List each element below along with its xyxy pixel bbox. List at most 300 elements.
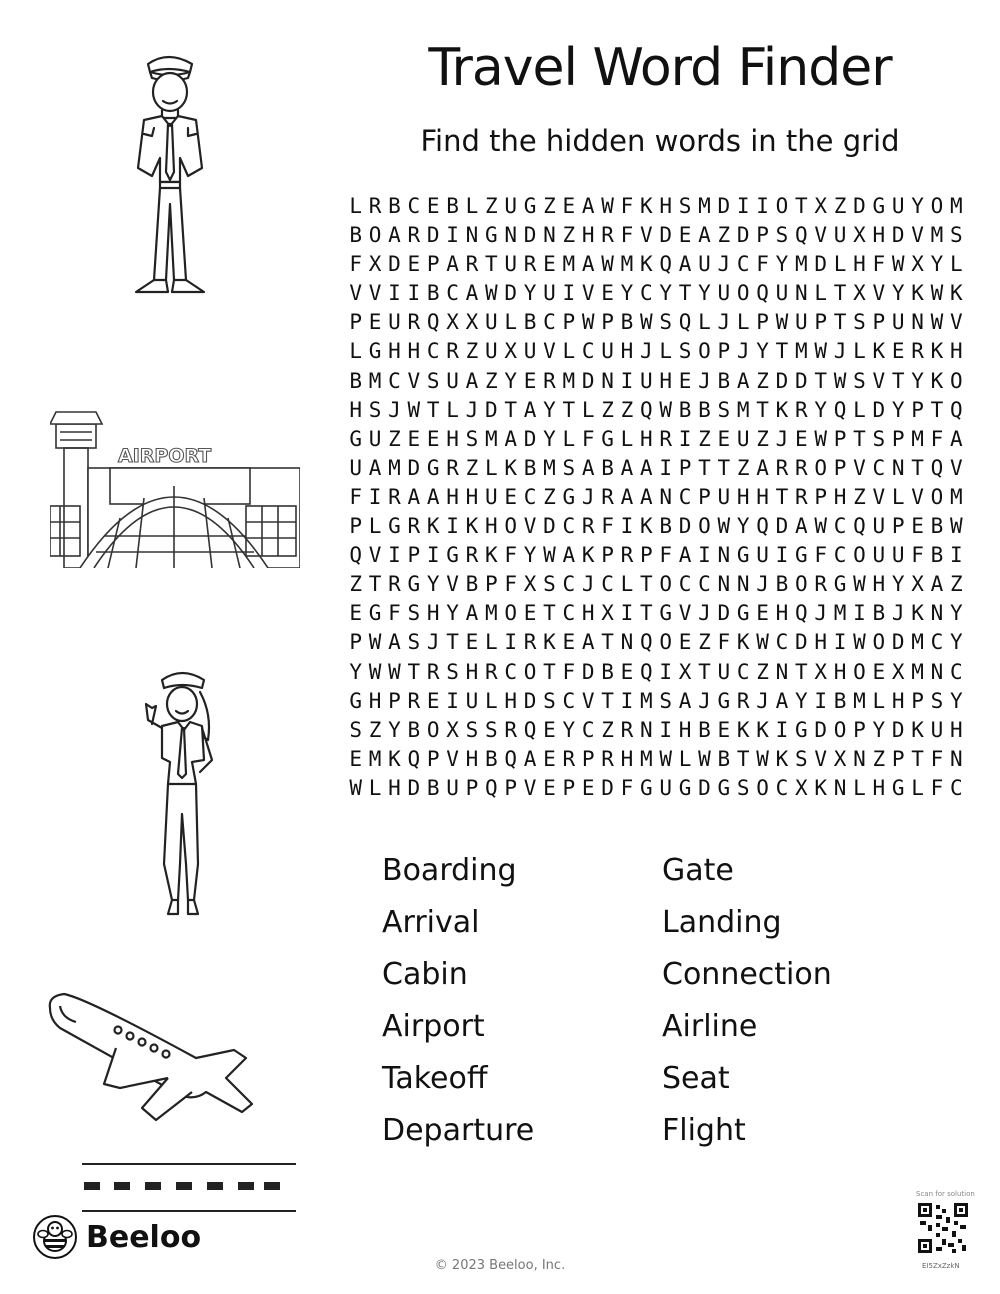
word-list — [382, 848, 902, 1160]
grid-letter: I — [368, 484, 382, 509]
grid-letter: Y — [523, 281, 537, 306]
grid-letter: H — [465, 484, 479, 509]
airplane-illustration — [46, 988, 258, 1128]
grid-letter: H — [659, 368, 673, 393]
grid-letter: T — [814, 368, 828, 393]
grid-letter: W — [368, 630, 382, 655]
grid-letter: S — [543, 572, 556, 597]
grid-letter: W — [717, 514, 731, 539]
grid-letter: E — [543, 775, 556, 800]
grid-letter: W — [349, 775, 363, 800]
grid-letter: B — [484, 746, 498, 771]
grid-letter: G — [407, 572, 421, 597]
grid-letter: V — [368, 543, 382, 568]
grid-row — [346, 774, 966, 803]
grid-letter: A — [639, 455, 653, 480]
grid-letter: H — [349, 397, 363, 422]
grid-letter: N — [911, 310, 924, 335]
grid-letter: R — [736, 688, 750, 713]
grid-letter: X — [523, 572, 537, 597]
grid-letter: W — [756, 630, 769, 655]
grid-letter: W — [814, 514, 828, 539]
grid-letter: T — [833, 281, 847, 306]
grid-letter: Z — [949, 572, 963, 597]
grid-letter: K — [775, 746, 789, 771]
grid-letter: C — [562, 688, 576, 713]
grid-letter: A — [639, 484, 653, 509]
grid-letter: H — [756, 484, 769, 509]
grid-letter: B — [465, 572, 479, 597]
grid-letter: U — [388, 310, 401, 335]
grid-letter: T — [426, 397, 440, 422]
grid-letter: V — [407, 368, 421, 393]
grid-letter: R — [794, 397, 808, 422]
grid-letter: E — [562, 194, 576, 218]
grid-letter: Y — [446, 601, 459, 626]
runway-dash — [176, 1182, 192, 1190]
grid-letter: P — [833, 426, 847, 451]
grid-letter: W — [581, 310, 595, 335]
grid-letter: R — [407, 514, 421, 539]
grid-letter: A — [678, 688, 692, 713]
grid-letter: K — [639, 514, 653, 539]
grid-letter: P — [872, 310, 886, 335]
grid-letter: S — [853, 368, 866, 393]
grid-letter: T — [504, 397, 518, 422]
grid-letter: K — [911, 601, 924, 626]
grid-letter: P — [349, 514, 363, 539]
grid-row — [346, 250, 966, 279]
grid-letter: R — [388, 572, 401, 597]
grid-letter: M — [911, 659, 924, 684]
grid-letter: F — [620, 775, 634, 800]
grid-letter: M — [562, 252, 576, 277]
grid-letter: R — [407, 223, 421, 248]
grid-letter: S — [465, 426, 479, 451]
grid-letter: V — [543, 339, 556, 364]
qr-label: Scan for solution — [916, 1190, 975, 1198]
grid-letter: S — [775, 223, 789, 248]
grid-letter: Z — [872, 746, 886, 771]
grid-letter: U — [736, 426, 750, 451]
grid-letter: R — [562, 746, 576, 771]
grid-letter: D — [659, 223, 673, 248]
grid-row — [346, 192, 966, 221]
grid-letter: E — [756, 601, 769, 626]
grid-letter: F — [659, 543, 673, 568]
grid-letter: J — [698, 601, 711, 626]
grid-letter: L — [484, 630, 498, 655]
grid-letter: B — [620, 310, 634, 335]
grid-letter: G — [872, 194, 886, 218]
grid-letter: H — [465, 659, 479, 684]
grid-letter: P — [601, 310, 614, 335]
grid-letter: P — [426, 252, 440, 277]
grid-letter: Z — [484, 194, 498, 218]
grid-letter: E — [543, 746, 556, 771]
grid-letter: C — [698, 572, 711, 597]
grid-letter: O — [504, 601, 518, 626]
grid-letter: S — [426, 368, 440, 393]
grid-letter: U — [446, 775, 459, 800]
grid-letter: U — [601, 339, 614, 364]
grid-letter: I — [678, 426, 692, 451]
grid-letter: L — [891, 484, 905, 509]
grid-letter: K — [388, 746, 401, 771]
grid-letter: T — [446, 630, 459, 655]
grid-letter: I — [620, 601, 634, 626]
grid-letter: N — [465, 223, 479, 248]
grid-letter: I — [736, 194, 750, 218]
grid-letter: J — [756, 572, 769, 597]
grid-letter: Q — [639, 659, 653, 684]
grid-letter: D — [543, 514, 556, 539]
grid-letter: J — [581, 572, 595, 597]
grid-letter: H — [388, 339, 401, 364]
grid-letter: M — [368, 746, 382, 771]
grid-letter: L — [620, 426, 634, 451]
grid-row — [346, 512, 966, 541]
grid-letter: O — [504, 514, 518, 539]
grid-letter: R — [465, 543, 479, 568]
grid-letter: S — [678, 339, 692, 364]
grid-letter: D — [814, 252, 828, 277]
grid-letter: A — [581, 630, 595, 655]
grid-letter: L — [368, 775, 382, 800]
grid-letter: K — [736, 717, 750, 742]
grid-letter: R — [581, 514, 595, 539]
grid-letter: I — [756, 194, 769, 218]
grid-letter: B — [833, 688, 847, 713]
grid-letter: A — [504, 426, 518, 451]
grid-letter: A — [465, 368, 479, 393]
word-list-item: Cabin — [382, 957, 468, 992]
grid-letter: S — [930, 688, 944, 713]
grid-letter: N — [639, 717, 653, 742]
grid-letter: L — [562, 426, 576, 451]
grid-letter: I — [407, 281, 421, 306]
grid-letter: S — [349, 717, 363, 742]
grid-letter: I — [814, 688, 828, 713]
word-list-item: Gate — [662, 853, 734, 888]
grid-letter: X — [853, 223, 866, 248]
grid-letter: S — [368, 397, 382, 422]
grid-letter: T — [775, 339, 789, 364]
grid-letter: G — [349, 688, 363, 713]
grid-letter: L — [504, 310, 518, 335]
grid-letter: Z — [368, 717, 382, 742]
grid-letter: B — [698, 717, 711, 742]
grid-letter: H — [581, 601, 595, 626]
grid-letter: W — [814, 426, 828, 451]
grid-letter: U — [639, 368, 653, 393]
grid-letter: S — [484, 717, 498, 742]
grid-letter: I — [388, 543, 401, 568]
grid-letter: E — [678, 630, 692, 655]
runway-dash — [207, 1182, 223, 1190]
grid-letter: H — [891, 688, 905, 713]
grid-letter: S — [949, 223, 963, 248]
grid-letter: B — [349, 368, 363, 393]
grid-letter: E — [794, 426, 808, 451]
grid-letter: A — [775, 688, 789, 713]
grid-letter: Y — [891, 572, 905, 597]
grid-letter: U — [698, 252, 711, 277]
grid-letter: Z — [543, 484, 556, 509]
grid-letter: E — [911, 514, 924, 539]
grid-letter: D — [891, 630, 905, 655]
grid-letter: B — [659, 514, 673, 539]
grid-letter: H — [484, 514, 498, 539]
grid-letter: R — [465, 252, 479, 277]
grid-letter: O — [930, 484, 944, 509]
grid-letter: R — [620, 543, 634, 568]
grid-letter: Y — [562, 717, 576, 742]
grid-letter: L — [853, 397, 866, 422]
grid-letter: P — [601, 543, 614, 568]
grid-letter: N — [833, 775, 847, 800]
grid-letter: Y — [756, 339, 769, 364]
grid-letter: E — [523, 601, 537, 626]
grid-letter: A — [465, 601, 479, 626]
grid-letter: T — [853, 426, 866, 451]
grid-letter: B — [775, 572, 789, 597]
grid-letter: J — [756, 688, 769, 713]
grid-letter: K — [814, 775, 828, 800]
grid-letter: L — [620, 572, 634, 597]
grid-letter: D — [775, 514, 789, 539]
grid-letter: G — [388, 514, 401, 539]
grid-row — [346, 367, 966, 396]
grid-letter: C — [639, 281, 653, 306]
grid-letter: K — [930, 368, 944, 393]
grid-letter: I — [659, 717, 673, 742]
grid-letter: N — [736, 572, 750, 597]
grid-letter: T — [833, 310, 847, 335]
grid-letter: D — [736, 223, 750, 248]
grid-letter: E — [349, 601, 363, 626]
grid-letter: X — [465, 310, 479, 335]
grid-letter: H — [659, 194, 673, 218]
grid-letter: F — [620, 223, 634, 248]
grid-letter: T — [368, 572, 382, 597]
grid-letter: X — [794, 775, 808, 800]
grid-letter: Q — [639, 397, 653, 422]
grid-letter: F — [872, 252, 886, 277]
grid-letter: L — [349, 194, 363, 218]
grid-row — [346, 541, 966, 570]
word-list-item: Boarding — [382, 853, 517, 888]
grid-letter: B — [601, 659, 614, 684]
grid-letter: B — [717, 746, 731, 771]
grid-letter: M — [639, 688, 653, 713]
grid-letter: G — [717, 775, 731, 800]
grid-letter: O — [930, 194, 944, 218]
grid-letter: Z — [620, 397, 634, 422]
grid-letter: Q — [349, 543, 363, 568]
grid-letter: K — [911, 281, 924, 306]
grid-letter: M — [698, 194, 711, 218]
grid-letter: F — [562, 659, 576, 684]
grid-letter: V — [949, 310, 963, 335]
grid-letter: E — [523, 368, 537, 393]
grid-letter: J — [698, 368, 711, 393]
grid-letter: Q — [504, 746, 518, 771]
grid-letter: M — [484, 601, 498, 626]
grid-letter: R — [601, 746, 614, 771]
grid-letter: C — [581, 717, 595, 742]
grid-letter: M — [543, 455, 556, 480]
grid-letter: M — [930, 223, 944, 248]
grid-letter: M — [484, 426, 498, 451]
grid-letter: C — [543, 310, 556, 335]
grid-letter: O — [872, 630, 886, 655]
grid-letter: J — [717, 252, 731, 277]
grid-letter: L — [581, 397, 595, 422]
grid-letter: L — [349, 339, 363, 364]
airport-sign: AIRPORT — [118, 445, 212, 467]
grid-letter: P — [426, 746, 440, 771]
grid-letter: S — [853, 310, 866, 335]
grid-letter: X — [446, 310, 459, 335]
grid-letter: Z — [736, 455, 750, 480]
beeloo-logo — [32, 1214, 201, 1260]
grid-letter: Z — [349, 572, 363, 597]
grid-letter: C — [775, 630, 789, 655]
grid-letter: L — [736, 310, 750, 335]
grid-letter: M — [911, 630, 924, 655]
grid-letter: B — [523, 310, 537, 335]
grid-letter: C — [833, 543, 847, 568]
grid-letter: Y — [426, 572, 440, 597]
grid-row — [346, 716, 966, 745]
grid-letter: G — [601, 426, 614, 451]
word-list-item: Flight — [662, 1113, 746, 1148]
bee-icon — [32, 1214, 78, 1260]
grid-letter: P — [717, 339, 731, 364]
grid-letter: H — [814, 630, 828, 655]
grid-letter: R — [794, 484, 808, 509]
grid-letter: Q — [794, 601, 808, 626]
grid-letter: B — [349, 223, 363, 248]
grid-letter: H — [368, 688, 382, 713]
grid-letter: D — [698, 775, 711, 800]
grid-letter: B — [601, 455, 614, 480]
grid-letter: E — [407, 252, 421, 277]
grid-letter: U — [833, 223, 847, 248]
male-pilot-illustration — [118, 48, 222, 298]
grid-letter: Y — [814, 397, 828, 422]
grid-letter: J — [717, 310, 731, 335]
grid-letter: Y — [949, 688, 963, 713]
grid-letter: V — [872, 281, 886, 306]
grid-letter: L — [465, 194, 479, 218]
grid-letter: S — [543, 688, 556, 713]
grid-letter: U — [368, 426, 382, 451]
runway-dash — [114, 1182, 130, 1190]
grid-letter: B — [698, 397, 711, 422]
grid-letter: J — [833, 339, 847, 364]
grid-letter: R — [775, 455, 789, 480]
grid-letter: P — [349, 630, 363, 655]
grid-letter: U — [891, 194, 905, 218]
grid-letter: G — [523, 194, 537, 218]
grid-letter: J — [736, 339, 750, 364]
grid-letter: W — [891, 252, 905, 277]
grid-letter: P — [814, 310, 828, 335]
grid-letter: X — [601, 601, 614, 626]
grid-letter: N — [504, 223, 518, 248]
grid-letter: A — [794, 514, 808, 539]
runway-top-line — [82, 1163, 296, 1165]
grid-letter: U — [484, 484, 498, 509]
grid-letter: Y — [930, 252, 944, 277]
grid-row — [346, 337, 966, 366]
grid-letter: I — [949, 543, 963, 568]
grid-letter: N — [891, 455, 905, 480]
grid-letter: E — [872, 659, 886, 684]
grid-letter: M — [853, 688, 866, 713]
grid-letter: L — [678, 746, 692, 771]
grid-letter: S — [562, 455, 576, 480]
grid-letter: H — [388, 775, 401, 800]
grid-letter: W — [543, 543, 556, 568]
grid-letter: K — [949, 281, 963, 306]
grid-letter: V — [853, 455, 866, 480]
grid-letter: L — [872, 688, 886, 713]
word-list-item: Takeoff — [382, 1061, 488, 1096]
grid-letter: E — [368, 310, 382, 335]
grid-letter: S — [736, 775, 750, 800]
grid-letter: P — [562, 310, 576, 335]
grid-letter: Y — [794, 688, 808, 713]
grid-letter: F — [349, 252, 363, 277]
grid-letter: U — [891, 310, 905, 335]
grid-letter: Y — [659, 281, 673, 306]
grid-letter: G — [484, 223, 498, 248]
grid-letter: R — [814, 572, 828, 597]
grid-letter: O — [853, 659, 866, 684]
grid-letter: C — [562, 601, 576, 626]
grid-letter: H — [465, 746, 479, 771]
grid-letter: I — [853, 601, 866, 626]
grid-letter: O — [833, 717, 847, 742]
grid-letter: E — [426, 426, 440, 451]
grid-letter: P — [756, 310, 769, 335]
brand-name: Beeloo — [86, 1219, 202, 1255]
grid-letter: B — [930, 543, 944, 568]
grid-letter: F — [388, 601, 401, 626]
grid-letter: S — [678, 194, 692, 218]
grid-letter: Y — [543, 426, 556, 451]
grid-letter: V — [911, 223, 924, 248]
grid-letter: A — [678, 252, 692, 277]
grid-letter: O — [659, 572, 673, 597]
grid-letter: L — [853, 339, 866, 364]
grid-letter: H — [504, 688, 518, 713]
grid-letter: D — [407, 775, 421, 800]
grid-letter: G — [678, 775, 692, 800]
page-title: Travel Word Finder — [428, 38, 892, 98]
grid-letter: P — [698, 484, 711, 509]
grid-letter: X — [368, 252, 382, 277]
grid-letter: Y — [911, 194, 924, 218]
grid-letter: C — [775, 775, 789, 800]
grid-letter: N — [717, 572, 731, 597]
grid-letter: A — [581, 455, 595, 480]
grid-letter: E — [465, 630, 479, 655]
grid-letter: C — [581, 339, 595, 364]
